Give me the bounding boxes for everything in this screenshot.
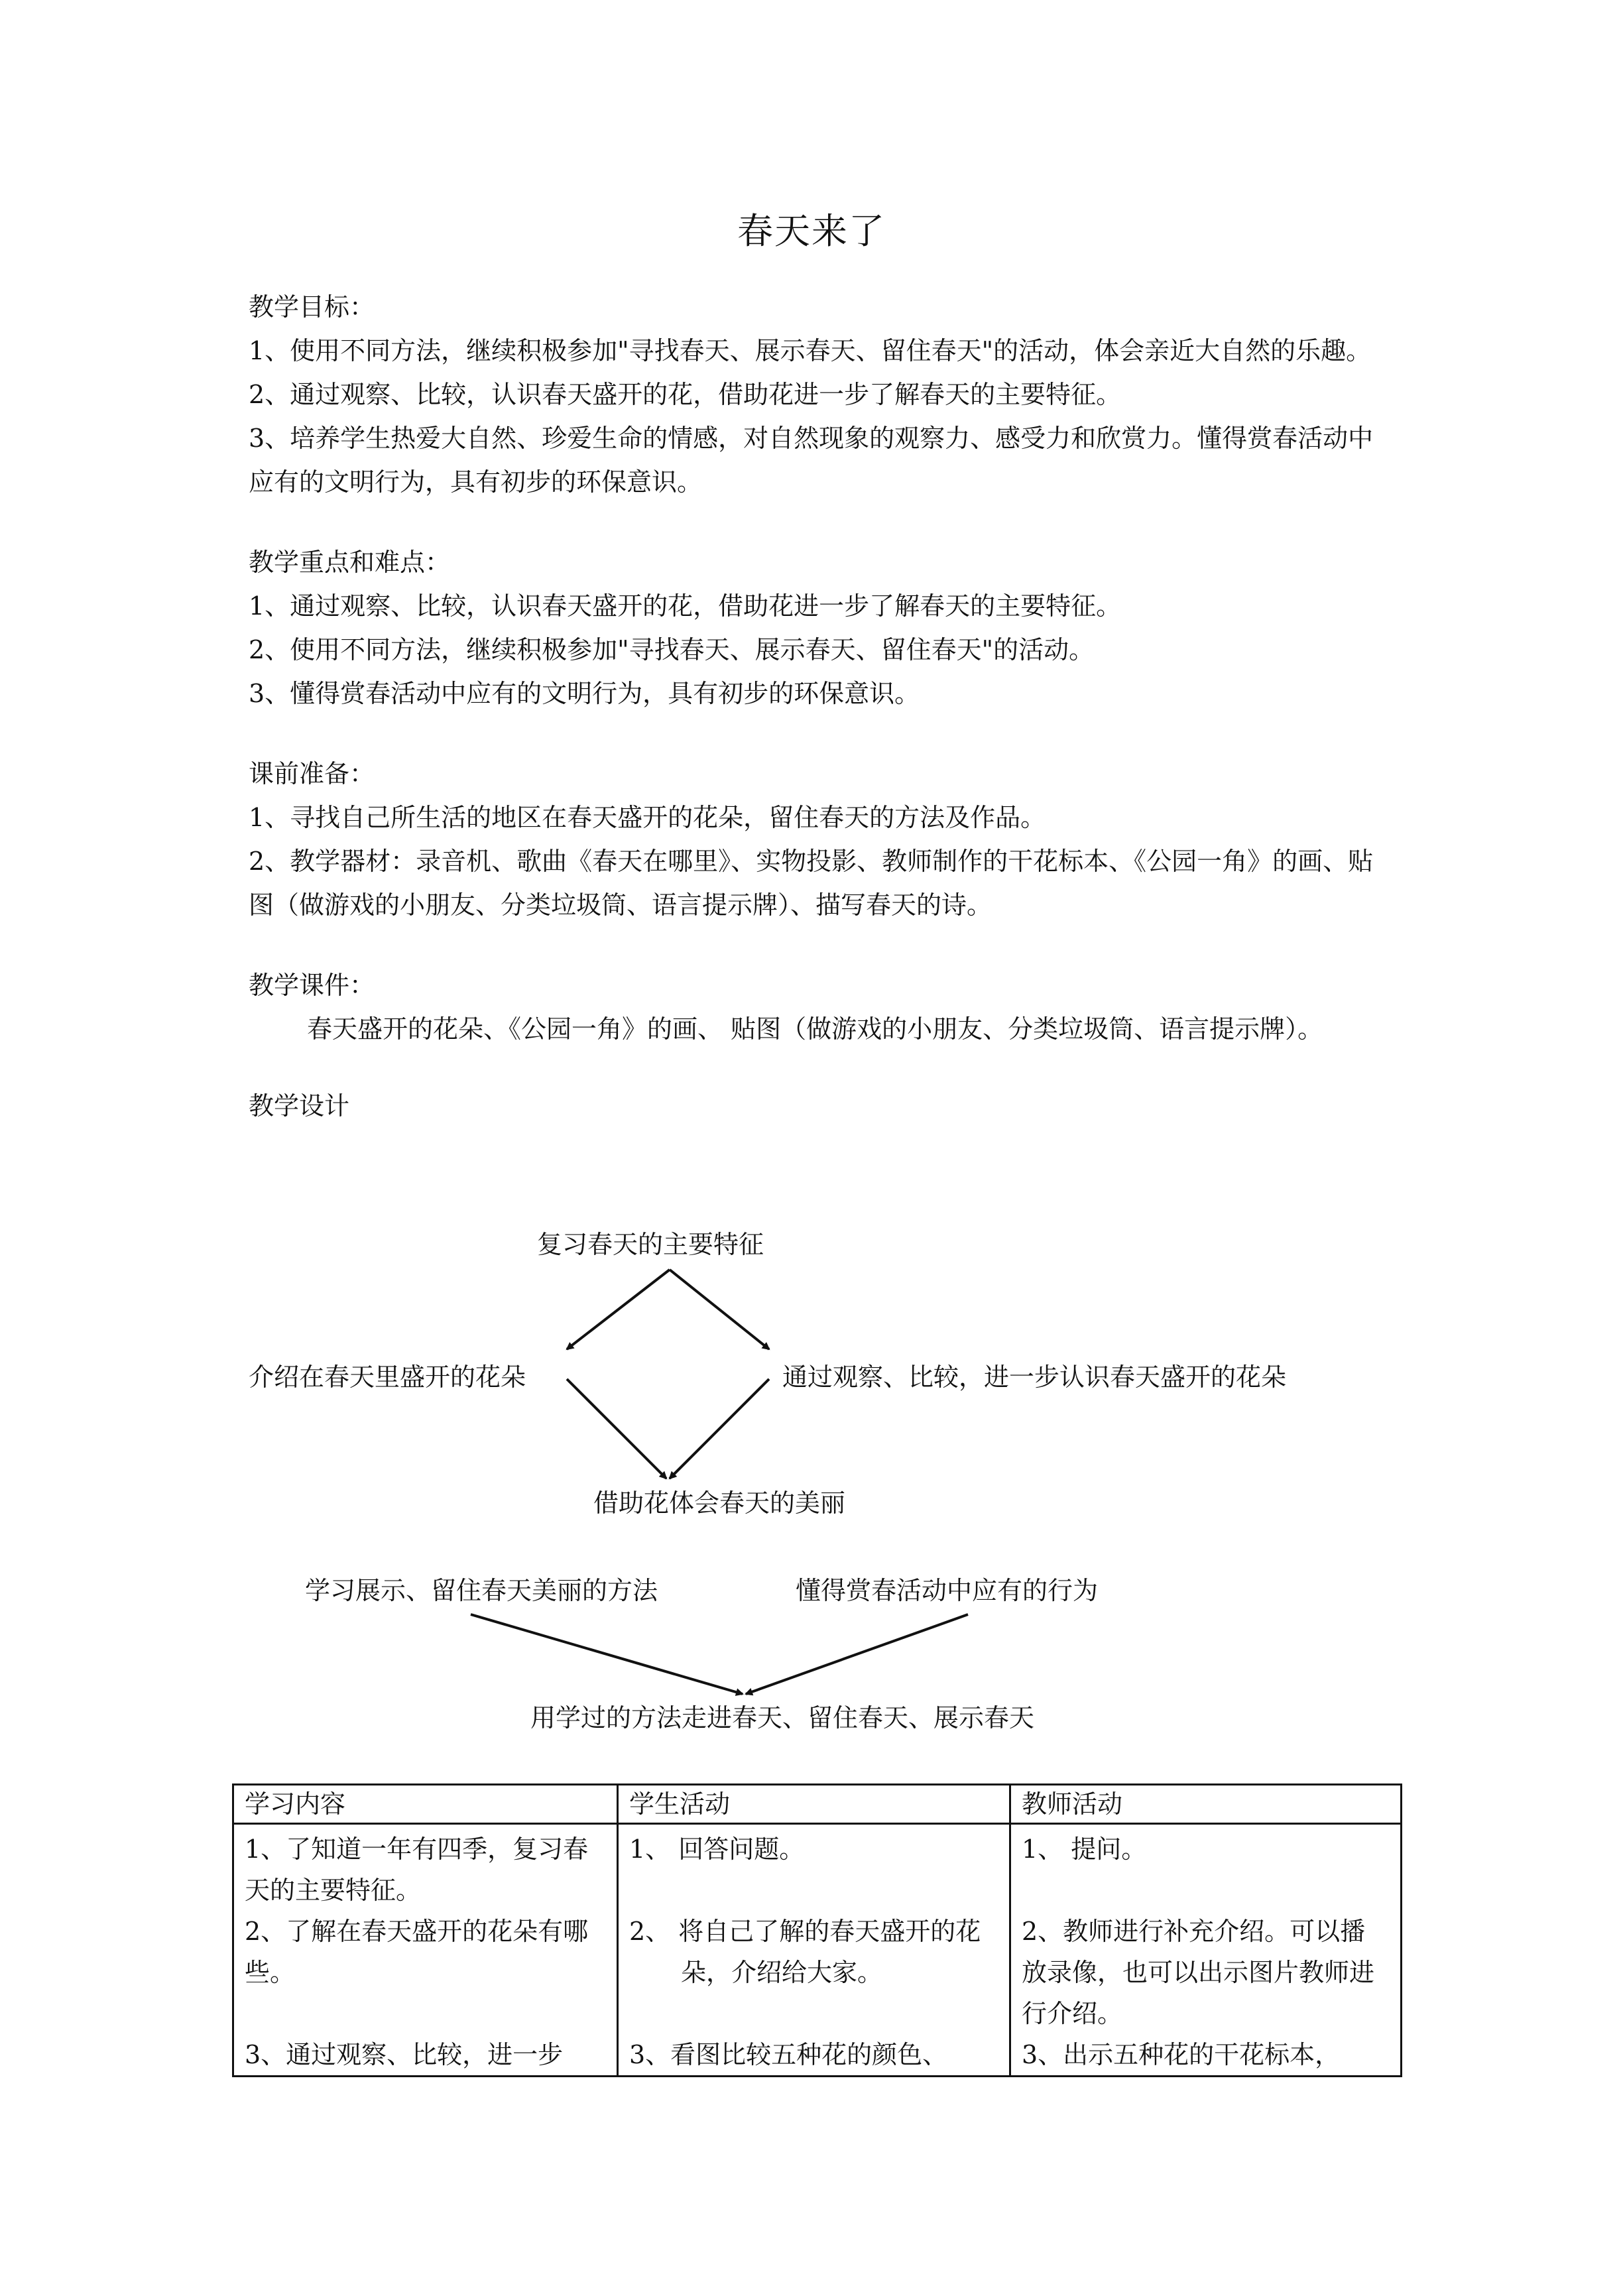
key-point-item-2: 2、使用不同方法，继续积极参加"寻找春天、展示春天、留住春天"的活动。 — [249, 635, 1095, 664]
cell-content — [233, 1824, 618, 2077]
courseware-text: 春天盛开的花朵、《公园一角》的画、 贴图（做游戏的小朋友、分类垃圾筒、语言提示牌）。 — [307, 1014, 1323, 1044]
content-item-1: 1、了知道一年有四季，复习春天的主要特征。 — [245, 1835, 589, 1905]
page-title: 春天来了 — [737, 210, 886, 252]
design-heading: 教学设计 — [249, 1091, 350, 1120]
objective-item-2: 2、通过观察、比较，认识春天盛开的花，借助花进一步了解春天的主要特征。 — [249, 380, 1122, 409]
arrow-behavior-to-result — [746, 1614, 968, 1694]
flow1-right: 通过观察、比较，进一步认识春天盛开的花朵 — [782, 1362, 1287, 1392]
flow2-right: 懂得赏春活动中应有的行为 — [796, 1576, 1099, 1605]
header-content: 学习内容 — [233, 1785, 618, 1824]
flow1-left: 介绍在春天里盛开的花朵 — [249, 1362, 526, 1392]
flow1-top: 复习春天的主要特征 — [537, 1230, 764, 1259]
arrow-top-to-right — [670, 1270, 769, 1349]
preparation-item-2: 2、教学器材：录音机、歌曲《春天在哪里》、实物投影、教师制作的干花标本、《公园一角》的画、贴图（做游戏的小朋友、分类垃圾筒、语言提示牌）、描写春天的诗。 — [249, 847, 1374, 920]
key-point-item-3: 3、懂得赏春活动中应有的文明行为，具有初步的环保意识。 — [249, 679, 920, 708]
objective-item-1: 1、使用不同方法，继续积极参加"寻找春天、展示春天、留住春天"的活动，体会亲近大自然的乐趣。 — [249, 336, 1372, 365]
table-row — [233, 1824, 1402, 2077]
cell-student — [618, 1824, 1010, 2077]
preparation-item-1: 1、寻找自己所生活的地区在春天盛开的花朵，留住春天的方法及作品。 — [249, 803, 1046, 832]
arrow-right-to-bottom — [670, 1379, 769, 1479]
teacher-item-1: 1、 提问。 — [1022, 1835, 1147, 1864]
table-header-row — [233, 1785, 1402, 1824]
flow1-bottom: 借助花体会春天的美丽 — [593, 1488, 846, 1518]
header-student: 学生活动 — [618, 1785, 1010, 1824]
header-teacher: 教师活动 — [1010, 1785, 1402, 1824]
key-points-heading: 教学重点和难点： — [249, 548, 451, 577]
student-item-1: 1、 回答问题。 — [629, 1835, 805, 1864]
teacher-item-2: 2、教师进行补充介绍。可以播放录像，也可以出示图片教师进行介绍。 — [1022, 1917, 1375, 2028]
arrow-top-to-left — [567, 1270, 670, 1349]
cell-teacher — [1010, 1824, 1402, 2077]
student-item-3: 3、看图比较五种花的颜色、 — [629, 2040, 948, 2069]
flow2-left: 学习展示、留住春天美丽的方法 — [305, 1576, 658, 1605]
student-item-2: 2、 将自己了解的春天盛开的花朵，介绍给大家。 — [629, 1917, 981, 1987]
arrow-method-to-result — [471, 1614, 743, 1694]
courseware-heading: 教学课件： — [249, 971, 375, 1000]
teaching-plan-table — [232, 1783, 1402, 2077]
key-point-item-1: 1、通过观察、比较，认识春天盛开的花，借助花进一步了解春天的主要特征。 — [249, 591, 1122, 621]
preparation-heading: 课前准备： — [249, 759, 375, 788]
content-item-2: 2、了解在春天盛开的花朵有哪些。 — [245, 1917, 589, 1987]
objective-item-3: 3、培养学生热爱大自然、珍爱生命的情感，对自然现象的观察力、感受力和欣赏力。懂得赏春活动中应有的文明行为，具有初步的环保意识。 — [249, 424, 1374, 497]
content-item-3: 3、通过观察、比较，进一步 — [245, 2040, 564, 2069]
flow2-bottom: 用学过的方法走进春天、留住春天、展示春天 — [530, 1703, 1035, 1732]
arrow-left-to-bottom — [567, 1379, 666, 1479]
objectives-heading: 教学目标： — [249, 292, 375, 322]
teacher-item-3: 3、出示五种花的干花标本， — [1022, 2040, 1341, 2069]
document-body — [249, 285, 1392, 1128]
